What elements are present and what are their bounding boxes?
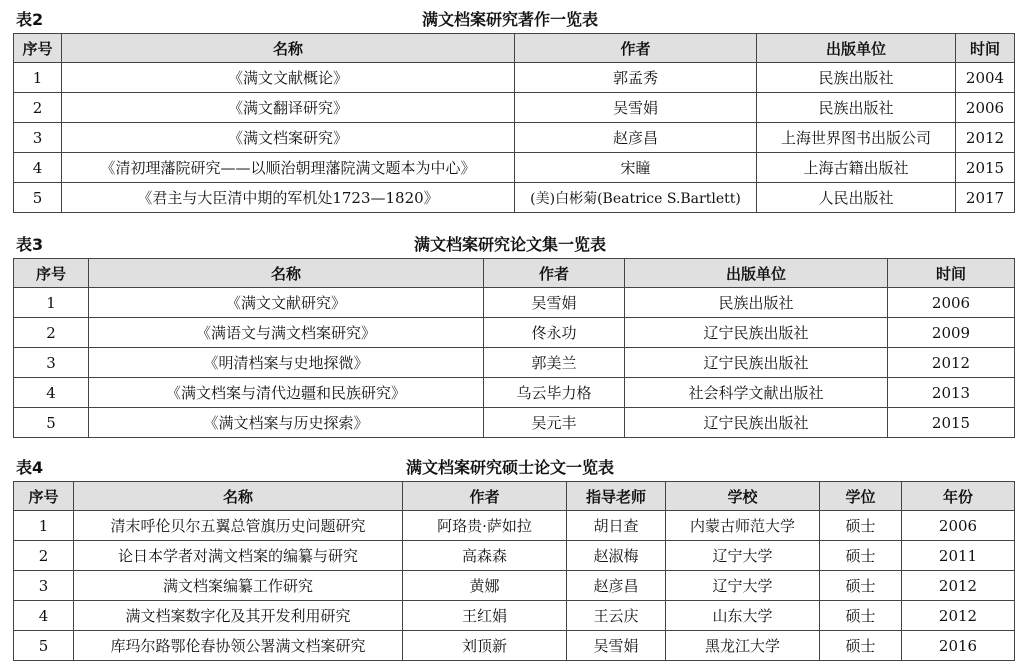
table-cell: 满文档案数字化及其开发利用研究 [74,601,403,631]
table4-header-cell: 指导老师 [567,482,666,511]
table-row [14,153,1015,183]
table-cell: 《满文翻译研究》 [62,93,515,123]
table-cell: 2006 [888,288,1015,318]
table3-title: 满文档案研究论文集一览表 [413,235,606,254]
table-cell: 《满语文与满文档案研究》 [89,318,484,348]
table3-header-cell: 出版单位 [625,259,888,288]
table-row [14,511,1015,541]
table2-number: 表2 [16,10,44,29]
table-cell: 库玛尔路鄂伦春协领公署满文档案研究 [74,631,403,661]
table-cell: 《满文文献概论》 [62,63,515,93]
table-cell: 阿珞贵·萨如拉 [403,511,567,541]
table-cell: 2012 [902,571,1015,601]
table-cell: 5 [14,183,62,213]
table-cell: 赵彦昌 [567,571,666,601]
table-cell: 民族出版社 [757,63,956,93]
table-cell: 2004 [956,63,1015,93]
table-cell: 5 [14,631,74,661]
table-cell: 4 [14,601,74,631]
table-cell: 2017 [956,183,1015,213]
table-cell: 吴雪娟 [515,93,757,123]
table-cell: 1 [14,63,62,93]
table-cell: 1 [14,288,89,318]
table-cell: 2012 [888,348,1015,378]
table-cell: 满文档案编纂工作研究 [74,571,403,601]
table-cell: 2 [14,318,89,348]
table3-header-cell: 名称 [89,259,484,288]
table3-header-cell: 时间 [888,259,1015,288]
table-cell: 吴元丰 [484,408,625,438]
table-cell: 硕士 [820,511,902,541]
table-cell: 2012 [902,601,1015,631]
table-cell: 2016 [902,631,1015,661]
table3-header-cell: 作者 [484,259,625,288]
table-row [14,541,1015,571]
table-cell: 郭孟秀 [515,63,757,93]
table4-header-row [14,482,1015,511]
table3 [13,258,1015,438]
table4-header-cell: 学位 [820,482,902,511]
table-cell: 黑龙江大学 [666,631,820,661]
table-row [14,601,1015,631]
table2-header-row [14,34,1015,63]
table-cell: 民族出版社 [625,288,888,318]
table-cell: 2006 [902,511,1015,541]
table-cell: 辽宁民族出版社 [625,408,888,438]
table-cell: 《满文档案与清代边疆和民族研究》 [89,378,484,408]
table-cell: 《君主与大臣清中期的军机处1723—1820》 [62,183,515,213]
table-cell: 4 [14,153,62,183]
table2-caption [0,4,1020,30]
table-row [14,378,1015,408]
table-cell: 《满文文献研究》 [89,288,484,318]
table-cell: 硕士 [820,571,902,601]
table4-number: 表4 [16,458,44,477]
table2 [13,33,1015,213]
table-cell: 辽宁民族出版社 [625,318,888,348]
table-cell: 3 [14,123,62,153]
table-row [14,631,1015,661]
table-cell: 刘顶新 [403,631,567,661]
table-cell: 吴雪娟 [567,631,666,661]
table-cell: 上海古籍出版社 [757,153,956,183]
table-cell: 《清初理藩院研究——以顺治朝理藩院满文题本为中心》 [62,153,515,183]
table-cell: 1 [14,511,74,541]
table4-caption [0,452,1020,478]
table-cell: 硕士 [820,541,902,571]
table2-header-cell: 作者 [515,34,757,63]
table-cell: 黄娜 [403,571,567,601]
table-cell: 赵淑梅 [567,541,666,571]
table-cell: 《明清档案与史地探微》 [89,348,484,378]
table-cell: 论日本学者对满文档案的编纂与研究 [74,541,403,571]
table-cell: 2 [14,93,62,123]
table-cell: (美)白彬菊(Beatrice S.Bartlett) [515,183,757,213]
table-cell: 《满文档案研究》 [62,123,515,153]
table-cell: 硕士 [820,601,902,631]
table-cell: 民族出版社 [757,93,956,123]
table-cell: 王红娟 [403,601,567,631]
table-cell: 辽宁民族出版社 [625,348,888,378]
table4-header-cell: 学校 [666,482,820,511]
table2-title: 满文档案研究著作一览表 [421,10,598,29]
table-cell: 2015 [888,408,1015,438]
table2-header-cell: 序号 [14,34,62,63]
table-cell: 赵彦昌 [515,123,757,153]
table-cell: 社会科学文献出版社 [625,378,888,408]
table2-header-cell: 出版单位 [757,34,956,63]
table-row [14,318,1015,348]
table-cell: 胡日查 [567,511,666,541]
table4-header-cell: 年份 [902,482,1015,511]
table4 [13,481,1015,661]
table-row [14,288,1015,318]
table3-header-row [14,259,1015,288]
table-cell: 2015 [956,153,1015,183]
table-cell: 2009 [888,318,1015,348]
table-row [14,408,1015,438]
table4-header-cell: 名称 [74,482,403,511]
table4-header-cell: 序号 [14,482,74,511]
table-cell: 佟永功 [484,318,625,348]
table-row [14,571,1015,601]
table-cell: 辽宁大学 [666,571,820,601]
table-cell: 清末呼伦贝尔五翼总管旗历史问题研究 [74,511,403,541]
table-cell: 王云庆 [567,601,666,631]
table4-title: 满文档案研究硕士论文一览表 [405,458,614,477]
table-cell: 高森森 [403,541,567,571]
table-cell: 吴雪娟 [484,288,625,318]
table2-header-cell: 名称 [62,34,515,63]
table-cell: 3 [14,571,74,601]
table-row [14,63,1015,93]
table-cell: 乌云毕力格 [484,378,625,408]
table-cell: 2011 [902,541,1015,571]
table-row [14,183,1015,213]
table-cell: 山东大学 [666,601,820,631]
table-cell: 郭美兰 [484,348,625,378]
table3-number: 表3 [16,235,44,254]
table2-header-cell: 时间 [956,34,1015,63]
table4-header-cell: 作者 [403,482,567,511]
table-cell: 上海世界图书出版公司 [757,123,956,153]
table3-header-cell: 序号 [14,259,89,288]
table-cell: 4 [14,378,89,408]
table-cell: 3 [14,348,89,378]
table-cell: 硕士 [820,631,902,661]
table-cell: 内蒙古师范大学 [666,511,820,541]
table3-caption [0,229,1020,255]
table-cell: 5 [14,408,89,438]
table-cell: 人民出版社 [757,183,956,213]
table-cell: 2012 [956,123,1015,153]
table-row [14,123,1015,153]
table-cell: 《满文档案与历史探索》 [89,408,484,438]
table-row [14,93,1015,123]
table-row [14,348,1015,378]
table-cell: 宋瞳 [515,153,757,183]
table-cell: 2 [14,541,74,571]
table-cell: 辽宁大学 [666,541,820,571]
table-cell: 2013 [888,378,1015,408]
table-cell: 2006 [956,93,1015,123]
